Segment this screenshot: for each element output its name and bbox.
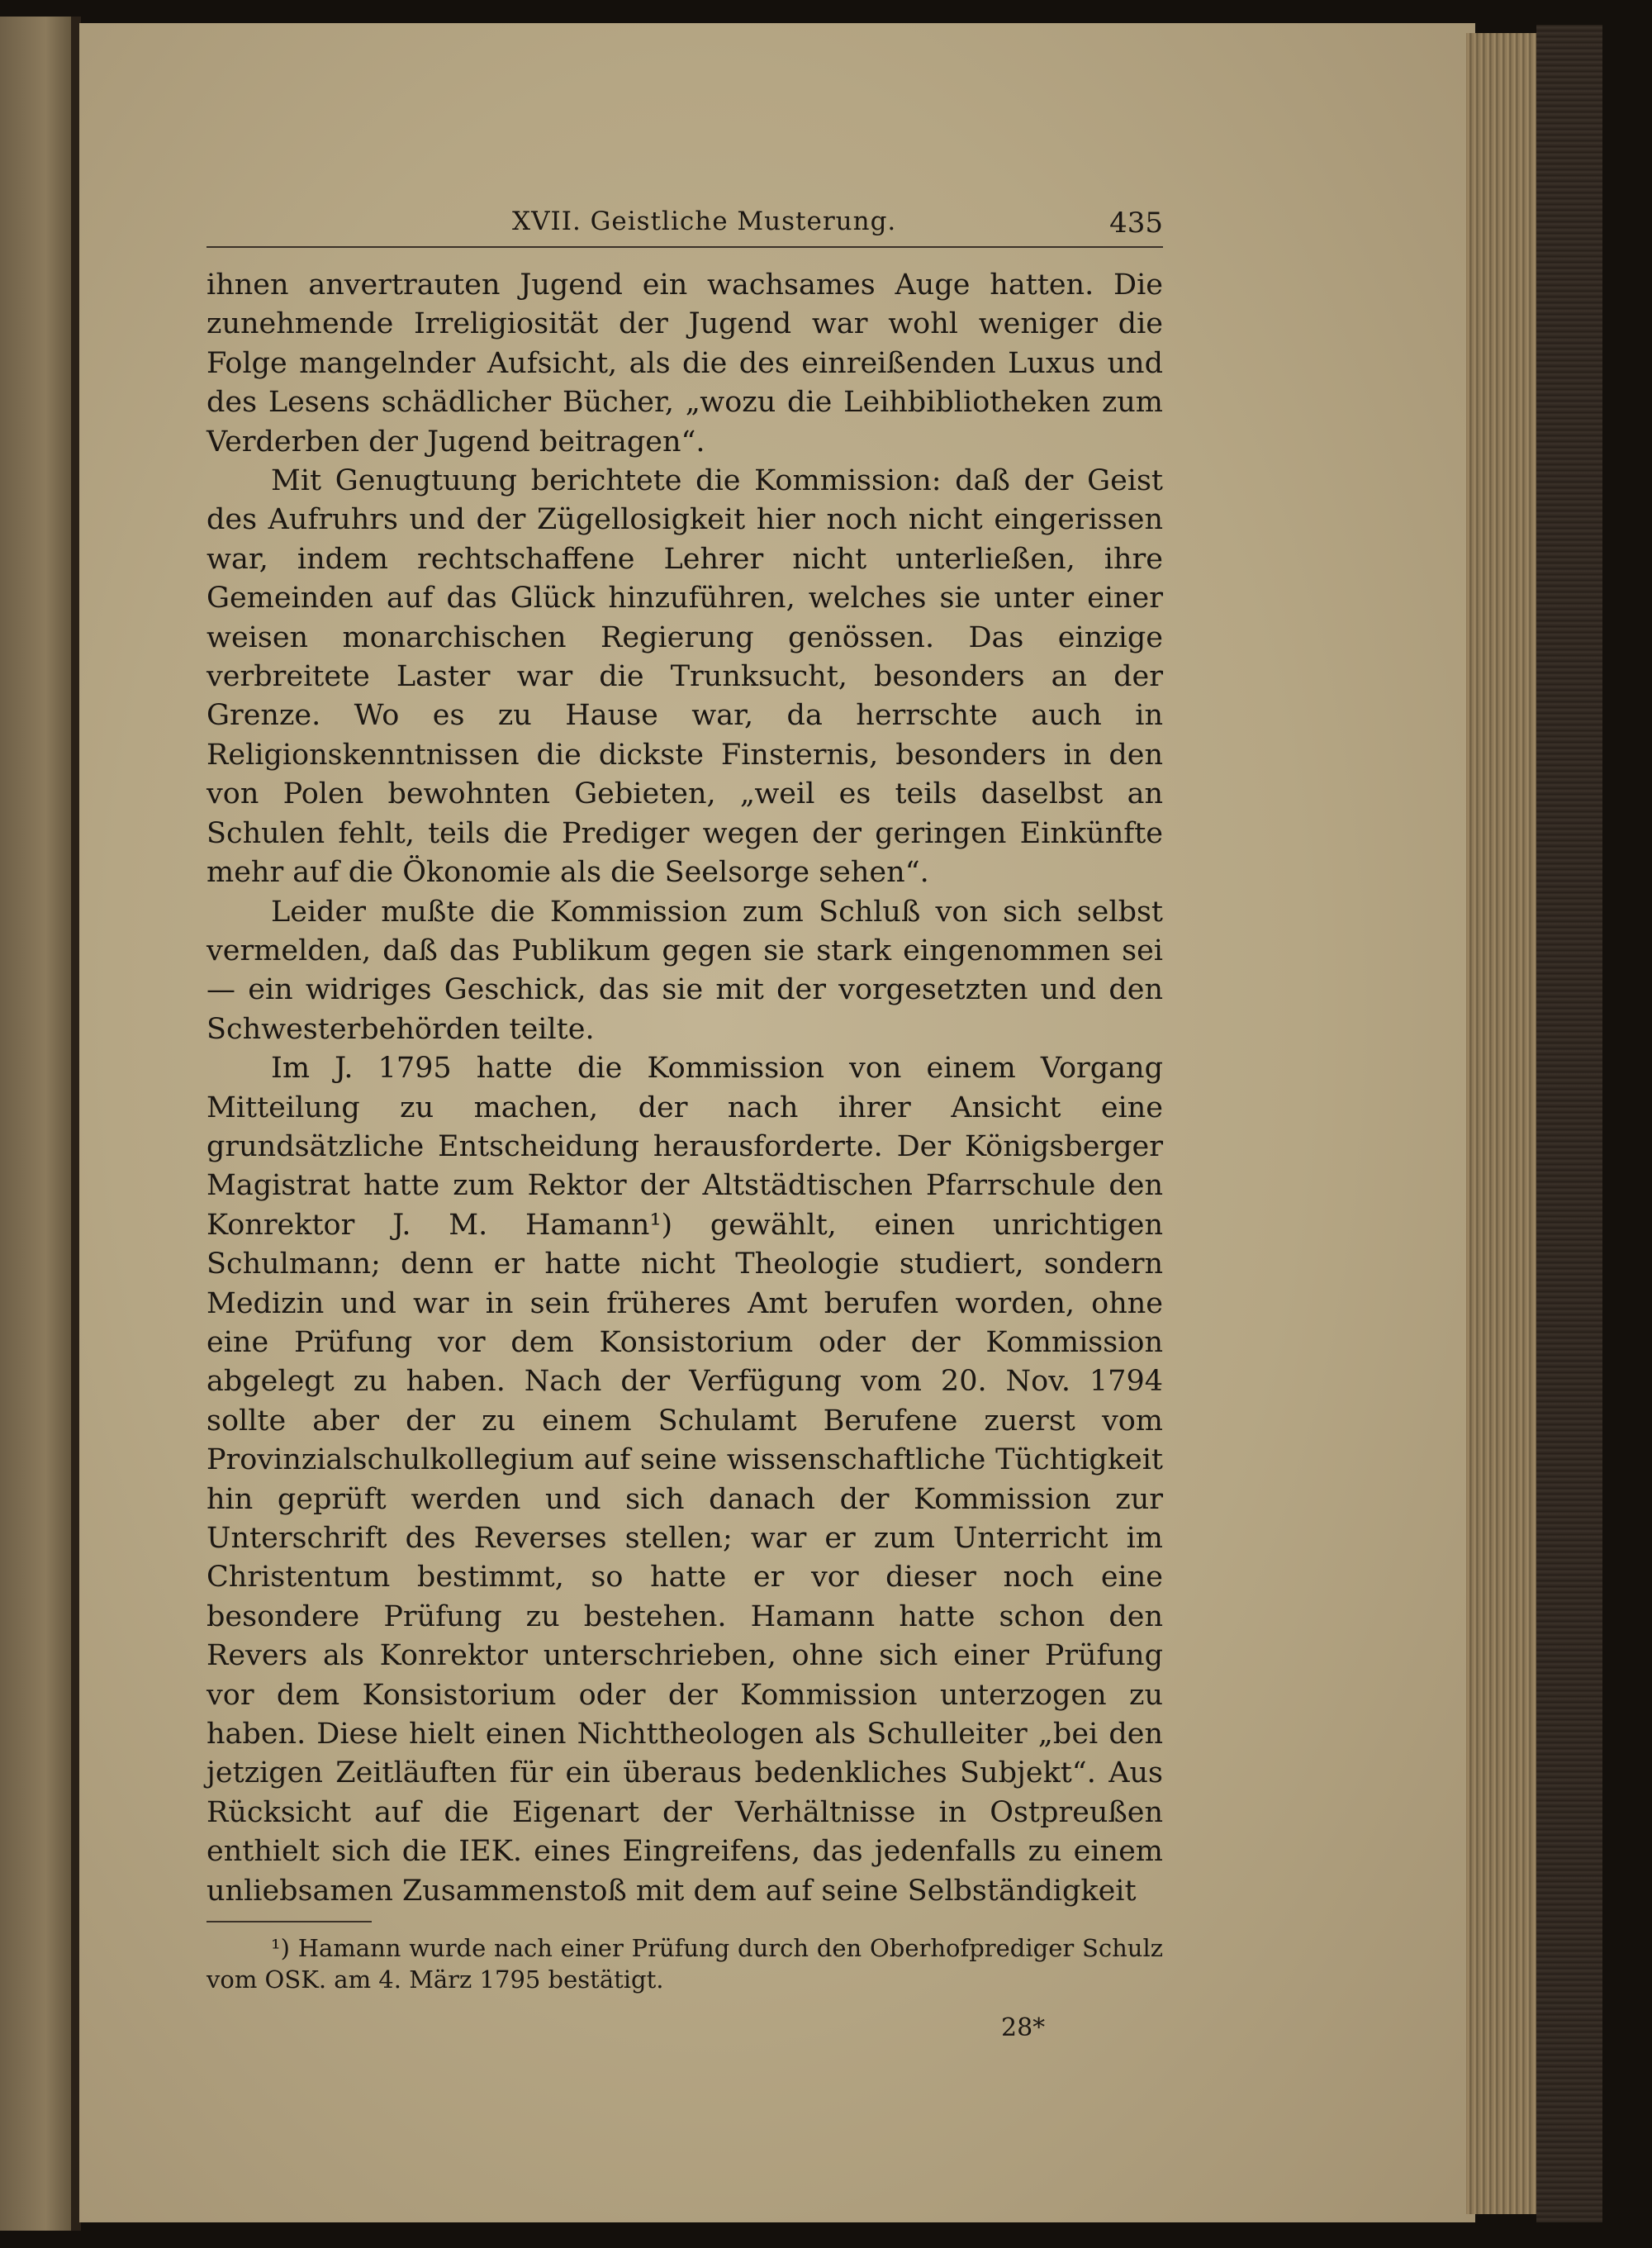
page-number: 435 [1109,207,1163,240]
paragraph-4: Im J. 1795 hatte die Kommission von einem Vorgang Mitteilung zu machen, der nach ihrer Ansicht eine grundsätzliche Entscheidung herausforderte. Der Königsberger Magistrat hatte zum Rektor der Altstädtischen Pfarrschule den Konrektor J. M. Hamann¹) gewählt, einen unrichtigen Schulmann; denn er hatte nicht Theologie studiert, sondern Medizin und war in sein früheres Amt berufen worden, ohne eine Prüfung vor dem Konsistorium oder der Kommission abgelegt zu haben. Nach der Verfügung vom 20. Nov. 1794 sollte aber der zu einem Schulamt Berufene zuerst vom Provinzialschulkollegium auf seine wissenschaftliche Tüchtigkeit hin geprüft werden und sich danach der Kommission zur Unterschrift des Reverses stellen; war er zum Unterricht im Christentum bestimmt, so hatte er vor dieser noch eine besondere Prüfung zu bestehen. Hamann hatte schon den Revers als Konrektor unterschrieben, ohne sich einer Prüfung vor dem Konsistorium oder der Kommission unterzogen zu haben. Diese hielt einen Nichttheologen als Schulleiter „bei den jetzigen Zeitläuften für ein überaus bedenkliches Subjekt“. Aus Rücksicht auf die Eigenart der Verhältnisse in Ostpreußen enthielt sich die IEK. eines Eingreifens, das jedenfalls zu einem unliebsamen Zusammenstoß mit dem auf seine Selbständigkeit [206,1052,1163,1908]
paragraph-3: Leider mußte die Kommission zum Schluß von sich selbst vermelden, daß das Publikum gegen sie stark eingenommen sei — ein widriges Geschick, das sie mit der vorgesetzten und den Schwesterbehörden teilte. [206,895,1163,1046]
page-text-block [206,207,1163,2042]
footnote-rule [206,1921,372,1922]
footnote-marker: ¹) [271,1934,290,1963]
paragraph-1: ihnen anvertrauten Jugend ein wachsames Auge hatten. Die zunehmende Irreligiosität der Jugend war wohl weniger die Folge mangelnder Aufsicht, als die des einreißenden Luxus und des Lesens schädlicher Bücher, „wozu die Leihbibliotheken zum Verderben der Jugend beitragen“. [206,269,1163,459]
chapter-title: XVII. Geistliche Musterung. [512,207,897,236]
left-page-sliver [0,17,76,2231]
paragraph-2: Mit Genugtuung berichtete die Kommission: daß der Geist des Aufruhrs und der Zügellosigkeit hier noch nicht eingerissen war, indem rechtschaffene Lehrer nicht unterließen, ihre Gemeinden auf das Glück hinzuführen, welches sie unter einer weisen monarchischen Regierung genössen. Das einzige verbreitete Laster war die Trunksucht, besonders an der Grenze. Wo es zu Hause war, da herrschte auch in Religionskenntnissen die dickste Finsternis, besonders in den von Polen bewohnten Gebieten, „weil es teils daselbst an Schulen fehlt, teils die Prediger wegen der geringen Einkünfte mehr auf die Ökonomie als die Seelsorge sehen“. [206,464,1163,890]
footnote [206,1932,1163,1995]
page-edges [1466,33,1540,2214]
footnote-text: Hamann wurde nach einer Prüfung durch den Oberhofprediger Schulz vom OSK. am 4. März 1795 bestätigt. [206,1934,1164,1994]
body-text [206,266,1163,1911]
signature-mark: 28* [1001,2013,1046,2043]
book-cover-edge [1536,25,1602,2222]
running-head [206,207,1163,248]
